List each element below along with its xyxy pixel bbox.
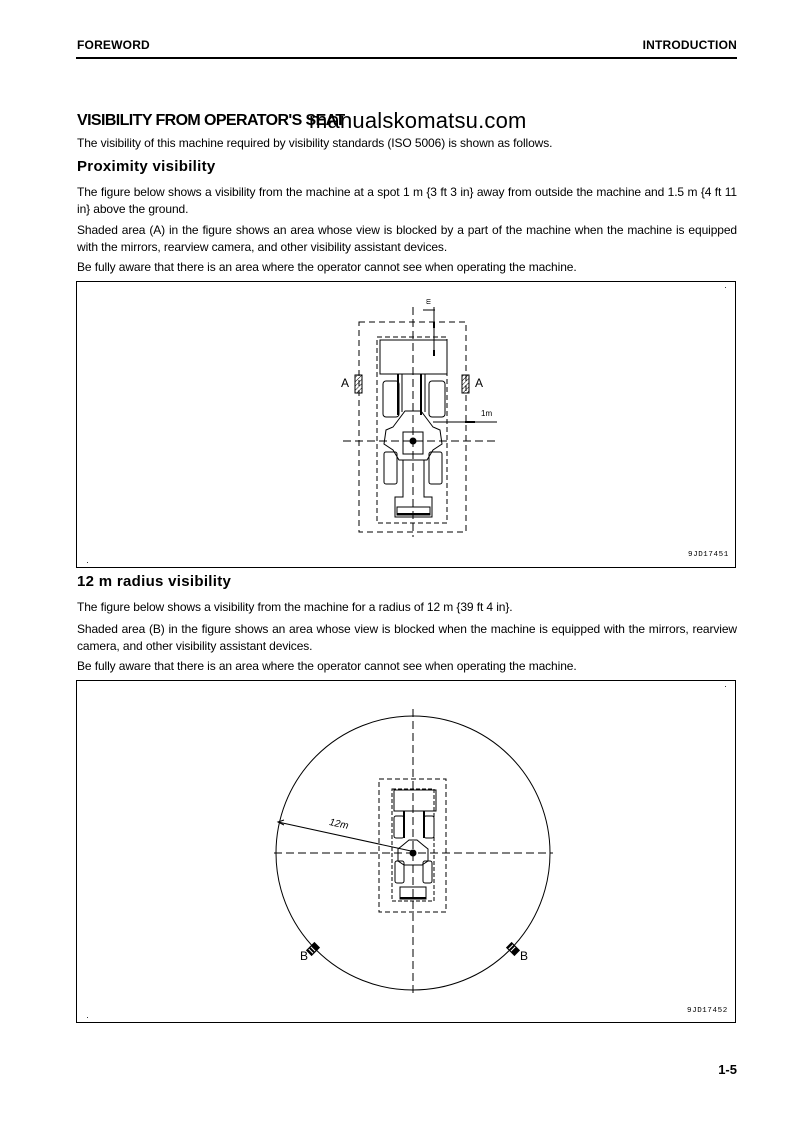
watermark: manualskomatsu.com <box>309 108 527 133</box>
blocked-area-b-left <box>306 942 320 956</box>
label-b-left: B <box>300 949 309 963</box>
label-a-left: A <box>341 376 350 390</box>
radius-paragraph-3: Be fully aware that there is an area where the operator cannot see when operating the machine. <box>77 659 577 673</box>
proximity-paragraph-2: Shaded area (A) in the figure shows an area whose view is blocked by a part of the machine when the machine is equipped with the mirrors, rearview camera, and other visibility assistant devices. <box>77 223 737 254</box>
dimension-label-1m: 1m <box>481 409 493 418</box>
section-title-block <box>77 108 737 134</box>
corner-mark <box>87 1017 88 1018</box>
proximity-diagram <box>77 282 737 569</box>
figure-id: 9JD17451 <box>688 551 729 559</box>
corner-mark <box>725 686 726 687</box>
radius-heading: 12 m radius visibility <box>77 573 232 590</box>
page-number: 1-5 <box>718 1062 737 1077</box>
radius-paragraph-1: The figure below shows a visibility from the machine for a radius of 12 m {39 ft 4 in}. <box>77 600 513 614</box>
blocked-area-a-left <box>355 375 362 393</box>
proximity-paragraph-3: Be fully aware that there is an area where the operator cannot see when operating the machine. <box>77 260 577 274</box>
label-a-right: A <box>475 376 484 390</box>
proximity-paragraph-1: The figure below shows a visibility from the machine at a spot 1 m {3 ft 3 in} away from outside the machine and 1.5 m {4 ft 11 in} above the ground. <box>77 185 737 216</box>
dimension-label-top: m <box>425 298 433 305</box>
radius-figure <box>76 680 736 1023</box>
blocked-area-a-right <box>462 375 469 393</box>
label-b-right: B <box>520 949 529 963</box>
figure-id: 9JD17452 <box>687 1007 728 1015</box>
header-rule <box>76 57 737 59</box>
corner-mark <box>725 287 726 288</box>
corner-mark <box>87 562 88 563</box>
proximity-figure <box>76 281 736 568</box>
radius-diagram <box>77 681 737 1024</box>
proximity-heading: Proximity visibility <box>77 158 216 175</box>
radius-label: 12m <box>328 817 350 832</box>
header-chapter-label: INTRODUCTION <box>642 38 737 52</box>
blocked-area-b-right <box>506 942 520 956</box>
page-title: VISIBILITY FROM OPERATOR'S SEAT <box>77 112 345 129</box>
radius-paragraph-2: Shaded area (B) in the figure shows an area whose view is blocked when the machine is equipped with the mirrors, rearview camera, and other visibility assistant devices. <box>77 622 737 653</box>
header-section-label: FOREWORD <box>77 38 150 52</box>
intro-paragraph: The visibility of this machine required by visibility standards (ISO 5006) is shown as follows. <box>77 136 553 150</box>
